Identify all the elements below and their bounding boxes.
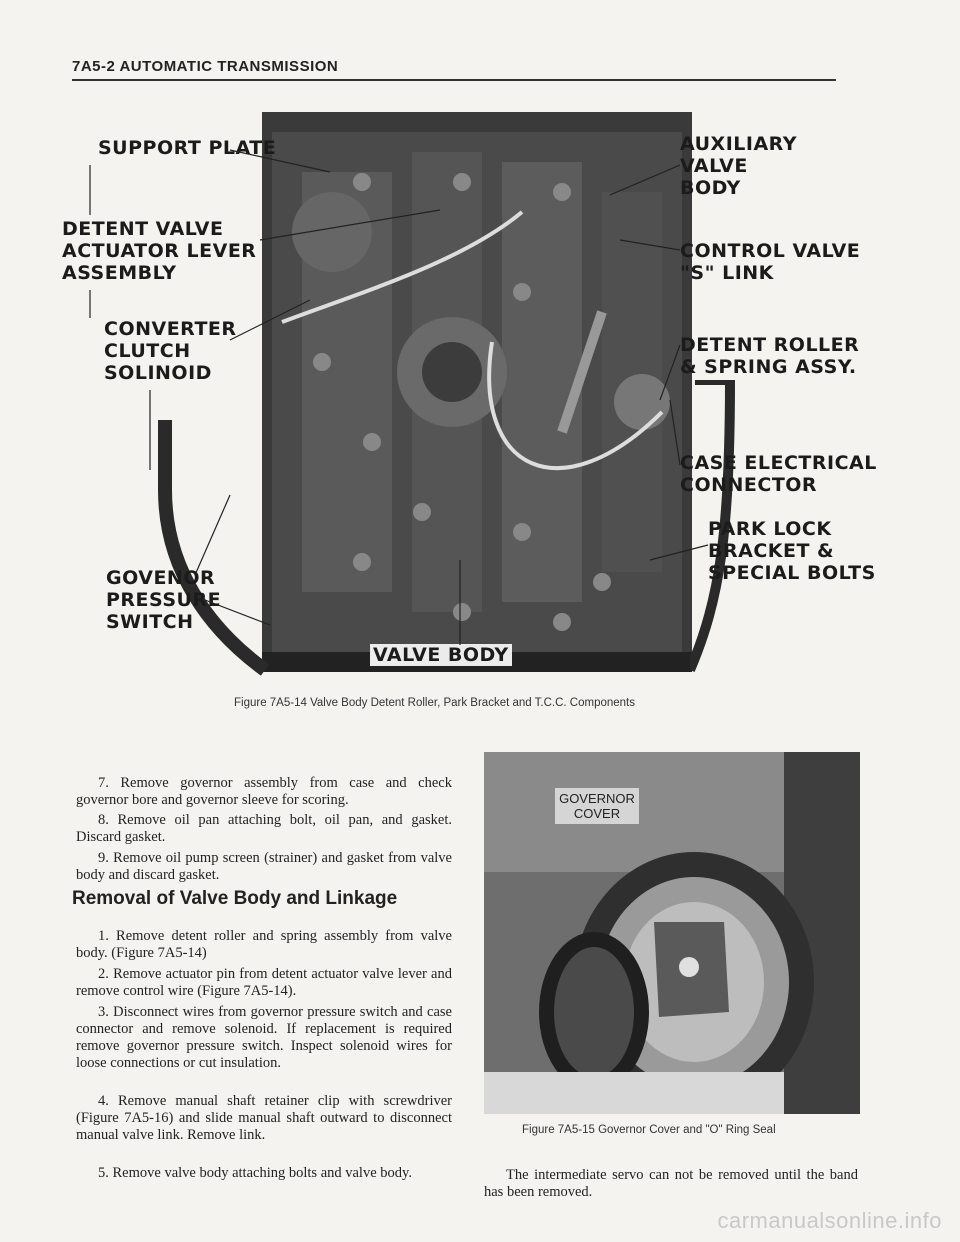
step-5: 5. Remove valve body attaching bolts and valve body. xyxy=(98,1165,412,1181)
step-7: 7. Remove governor assembly from case and check governor bore and governor sleeve for scoring. xyxy=(76,775,452,808)
governor-cover-label: GOVERNOR COVER xyxy=(555,788,639,824)
watermark: carmanualsonline.info xyxy=(717,1208,942,1233)
section-title: Removal of Valve Body and Linkage xyxy=(72,888,398,909)
figure-2-caption: Figure 7A5-15 Governor Cover and "O" Ring Seal xyxy=(522,1124,776,1136)
page-header: 7A5-2 AUTOMATIC TRANSMISSION xyxy=(72,58,339,75)
label-support-plate: SUPPORT PLATE xyxy=(98,137,277,159)
label-valve-body: VALVE BODY xyxy=(370,644,512,666)
figure-1-caption: Figure 7A5-14 Valve Body Detent Roller, Park Bracket and T.C.C. Components xyxy=(234,697,635,709)
label-detent-roller: DETENT ROLLER & SPRING ASSY. xyxy=(680,334,860,378)
label-converter-clutch-solenoid: CONVERTER CLUTCH SOLINOID xyxy=(104,318,237,384)
label-case-electrical-connector: CASE ELECTRICAL CONNECTOR xyxy=(680,452,877,496)
governor-cover-photo xyxy=(484,752,860,1114)
step-8: 8. Remove oil pan attaching bolt, oil pan, and gasket. Discard gasket. xyxy=(76,812,452,845)
label-auxiliary-valve-body: AUXILIARY VALVE BODY xyxy=(680,133,797,199)
label-detent-valve-actuator: DETENT VALVE ACTUATOR LEVER ASSEMBLY xyxy=(62,218,257,284)
label-governor-pressure-switch: GOVENOR PRESSURE SWITCH xyxy=(106,567,222,633)
step-2: 2. Remove actuator pin from detent actuator valve lever and remove control wire (Figure 7A5-14). xyxy=(76,966,452,999)
right-paragraph: The intermediate servo can not be removed until the band has been removed. xyxy=(484,1167,858,1200)
label-control-valve-link: CONTROL VALVE "S" LINK xyxy=(680,240,861,284)
step-1: 1. Remove detent roller and spring assembly from valve body. (Figure 7A5-14) xyxy=(76,928,452,961)
label-park-lock-bracket: PARK LOCK BRACKET & SPECIAL BOLTS xyxy=(708,518,876,584)
step-9: 9. Remove oil pump screen (strainer) and gasket from valve body and discard gasket. xyxy=(76,850,452,883)
step-3: 3. Disconnect wires from governor pressure switch and case connector and remove solenoid. If replacement is required remove governor pressure switch. Inspect solenoid wires for loose connections or cut insulation. xyxy=(76,1004,452,1071)
step-4: 4. Remove manual shaft retainer clip with screwdriver (Figure 7A5-16) and slide manual shaft outward to disconnect manual valve link. Remove link. xyxy=(76,1093,452,1143)
